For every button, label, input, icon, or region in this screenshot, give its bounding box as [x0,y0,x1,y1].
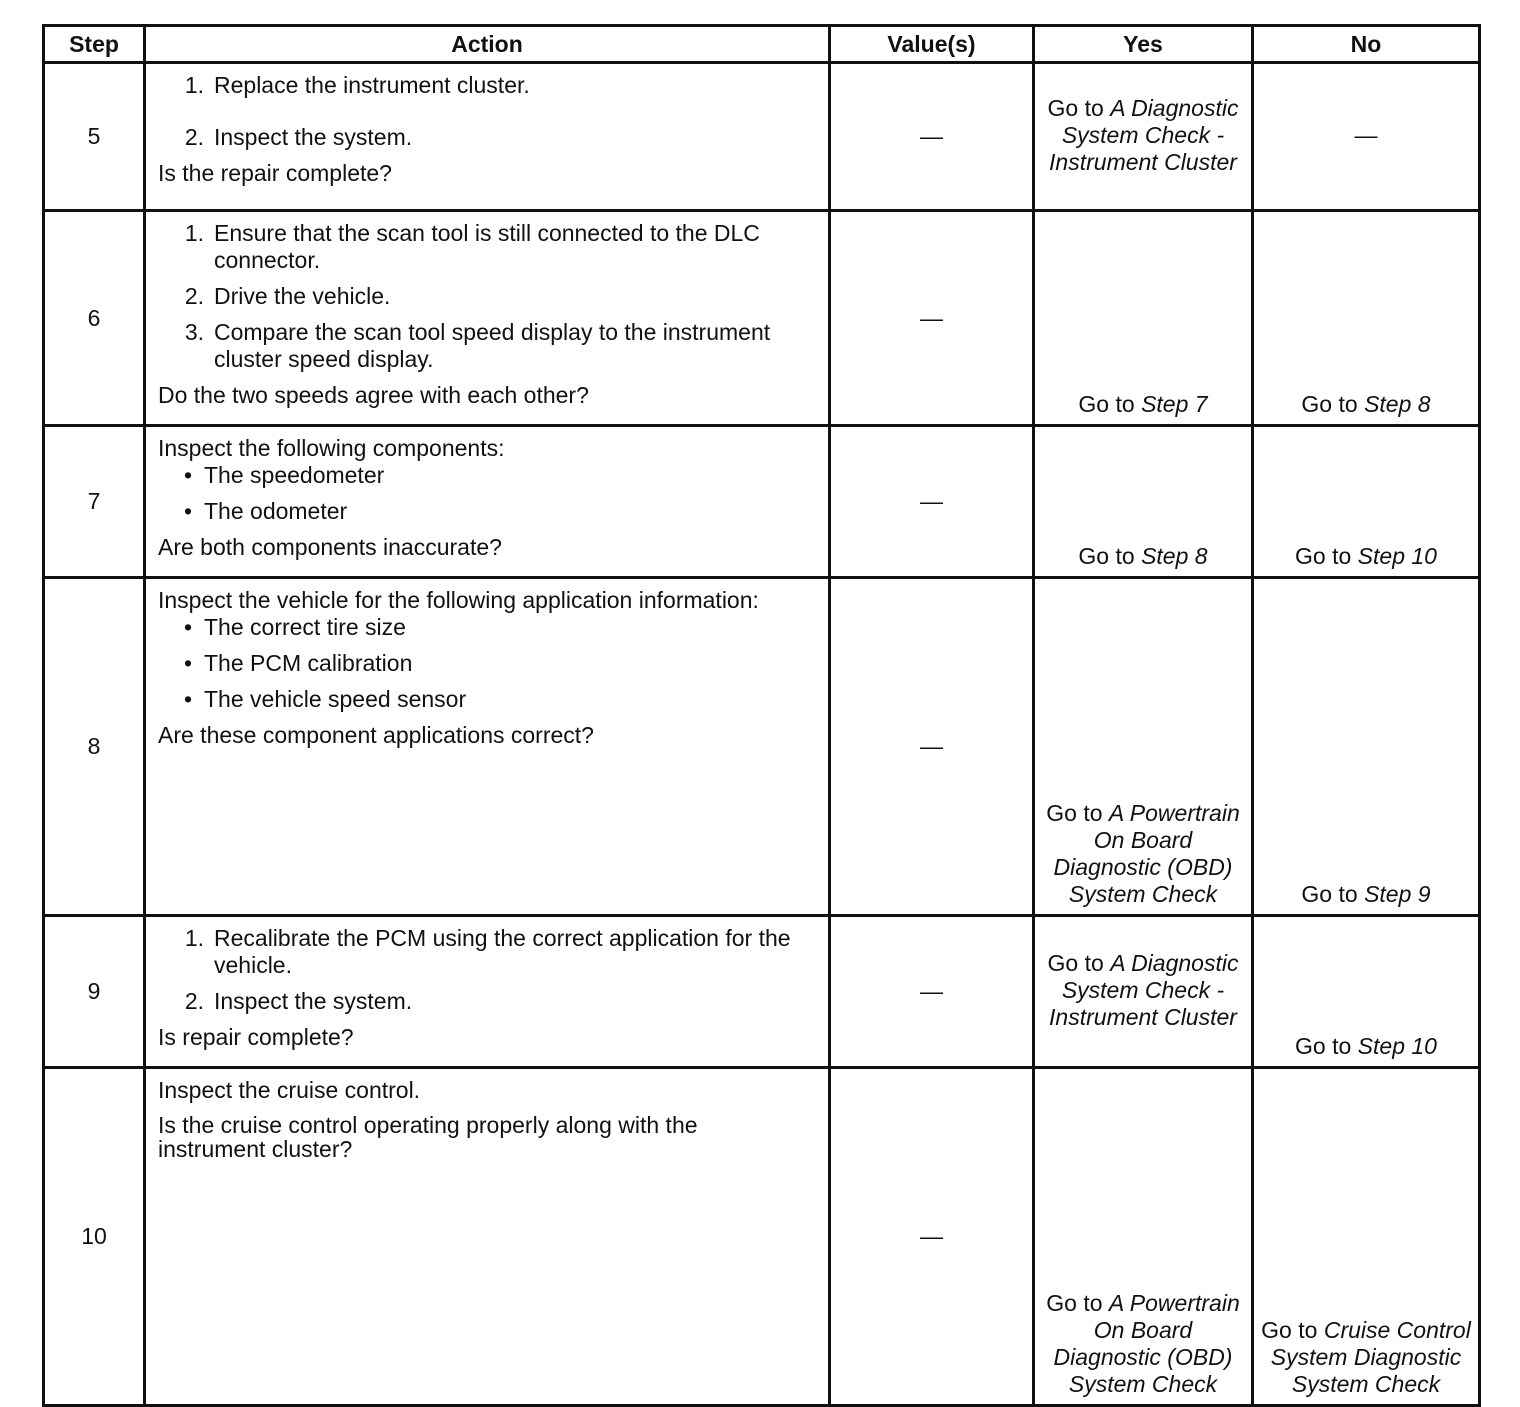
action-bullets [158,462,818,525]
action-question: Is the repair complete? [158,160,392,186]
action-cell [145,916,830,1068]
yes-link[interactable]: Go to A Diagnostic System Check - Instrument Cluster [1047,95,1239,175]
action-steps [158,220,818,373]
table-row-step-10 [44,1068,1480,1406]
no-cell [1253,916,1480,1068]
yes-link[interactable]: Go to A Diagnostic System Check - Instrument Cluster [1047,950,1239,1030]
action-question: Are these component applications correct? [158,722,594,748]
yes-link[interactable]: Go to A Powertrain On Board Diagnostic (OBD) System Check [1046,1290,1240,1397]
no-cell [1253,426,1480,578]
action-question: Is repair complete? [158,1024,354,1050]
header-step: Step [44,26,145,63]
value-dash: — [920,123,943,149]
value-cell [830,1068,1034,1406]
value-dash: — [920,978,943,1004]
yes-cell [1034,578,1253,916]
list-item: • The speedometer [183,462,385,488]
value-dash: — [920,733,943,759]
list-item: 2. Inspect the system. [184,988,413,1014]
list-item: • The odometer [183,498,348,524]
step-number: 10 [44,1068,145,1406]
no-cell [1253,1068,1480,1406]
value-cell [830,426,1034,578]
header-no: No [1253,26,1480,63]
table-row-step-7 [44,426,1480,578]
yes-link[interactable]: Go to A Powertrain On Board Diagnostic (OBD) System Check [1046,800,1240,907]
list-item: 3. Compare the scan tool speed display to the instrument cluster speed display. [184,319,771,372]
yes-cell [1034,1068,1253,1406]
action-question: Is the cruise control operating properly along with the instrument cluster? [158,1112,698,1162]
header-yes: Yes [1034,26,1253,63]
step-number: 7 [44,426,145,578]
table-row-step-9 [44,916,1480,1068]
table-row-step-5 [44,63,1480,211]
list-item: 1. Replace the instrument cluster. [184,72,530,98]
value-dash: — [920,488,943,514]
value-dash: — [920,1223,943,1249]
step-number: 8 [44,578,145,916]
list-item: 2. Drive the vehicle. [184,283,391,309]
action-question: Do the two speeds agree with each other? [158,382,589,408]
no-cell [1253,578,1480,916]
yes-cell [1034,211,1253,426]
value-cell [830,63,1034,211]
list-item: 1. Recalibrate the PCM using the correct application for the vehicle. [184,925,791,978]
yes-link[interactable]: Go to Step 7 [1078,391,1208,417]
header-row [44,26,1480,63]
yes-cell [1034,916,1253,1068]
action-steps [158,925,818,1015]
yes-cell [1034,63,1253,211]
diagnostic-table [42,24,1481,1407]
action-cell [145,1068,830,1406]
action-intro: Inspect the following components: [158,435,505,461]
no-link[interactable]: Go to Step 8 [1301,391,1431,417]
action-cell [145,578,830,916]
list-item: 2. Inspect the system. [184,124,413,150]
action-cell [145,426,830,578]
list-item: • The correct tire size [183,614,406,640]
header-values: Value(s) [830,26,1034,63]
value-cell [830,211,1034,426]
list-item: • The PCM calibration [183,650,413,676]
table-row-step-6 [44,211,1480,426]
action-cell [145,63,830,211]
no-link[interactable]: Go to Step 10 [1295,543,1437,569]
list-item: • The vehicle speed sensor [183,686,467,712]
list-item: 1. Ensure that the scan tool is still connected to the DLC connector. [184,220,760,273]
yes-cell [1034,426,1253,578]
yes-link[interactable]: Go to Step 8 [1078,543,1208,569]
value-cell [830,916,1034,1068]
table-row-step-8 [44,578,1480,916]
action-intro: Inspect the cruise control. [158,1077,421,1103]
action-bullets [158,614,818,713]
step-number: 6 [44,211,145,426]
no-cell [1253,211,1480,426]
no-link[interactable]: Go to Step 10 [1295,1033,1437,1059]
action-intro: Inspect the vehicle for the following application information: [158,587,759,613]
value-cell [830,578,1034,916]
header-action: Action [145,26,830,63]
no-cell [1253,63,1480,211]
action-question: Are both components inaccurate? [158,534,502,560]
no-link[interactable]: Go to Step 9 [1301,881,1431,907]
no-link[interactable]: Go to Cruise Control System Diagnostic System Check [1261,1317,1471,1397]
no-dash: — [1354,122,1378,148]
action-cell [145,211,830,426]
value-dash: — [920,304,943,331]
step-number: 9 [44,916,145,1068]
action-steps [158,72,818,151]
step-number: 5 [44,63,145,211]
